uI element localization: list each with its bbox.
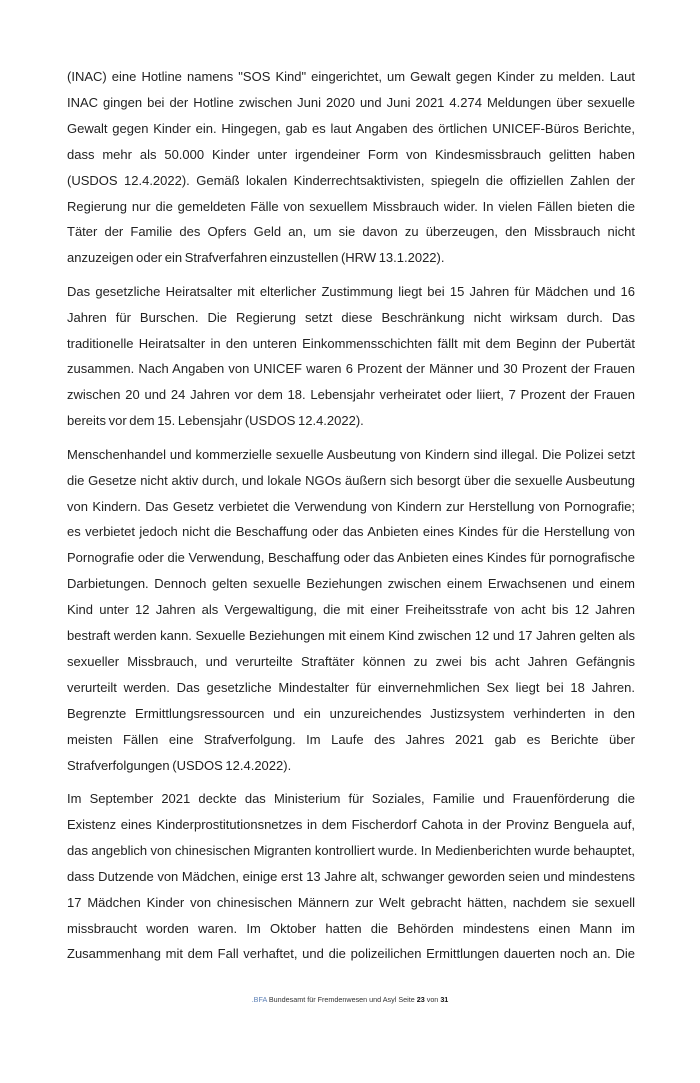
text-line: Regierung nur die gemeldeten Fälle von sexuellem Missbrauch wider. In vielen Fällen bieten die [67,198,635,214]
paragraph [67,64,635,271]
text-line: Im September 2021 deckte das Ministerium für Soziales, Familie und Frauenförderung die [67,790,635,806]
text-line: Darbietungen. Dennoch gelten sexuelle Beziehungen zwischen einem Erwachsenen und einem [67,576,635,592]
text-line: (INAC) eine Hotline namens "SOS Kind" eingerichtet, um Gewalt gegen Kinder zu melden. Laut [67,69,635,84]
text-line: Das gesetzliche Heiratsalter mit elterlicher Zustimmung liegt bei 15 Jahren für Mädchen und 16 [67,283,635,299]
footer-org: Bundesamt für Fremdenwesen und Asyl [268,994,397,1004]
text-line: INAC gingen bei der Hotline zwischen Juni 2020 und Juni 2021 4.274 Meldungen über sexuelle [67,94,635,110]
text-line: (USDOS 12.4.2022). Gemäß lokalen Kinderrechtsaktivisten, spiegeln die offiziellen Zahlen der [67,172,635,188]
text-line: die Gesetze nicht aktiv durch, und lokale NGOs äußern sich besorgt über die sexuelle Ausbeutung [67,472,635,488]
text-line: dass Dutzende von Mädchen, einige erst 13 Jahre alt, schwanger geworden seien und mindestens [67,868,635,884]
text-line: Gewalt gegen Kinder ein. Hingegen, gab es laut Angaben des örtlichen UNICEF-Büros Berichte, [67,120,635,136]
text-line: es verbietet jedoch nicht die Beschaffung oder das Anbieten eines Kindes für die Herstellung von [67,524,635,540]
footer-page-label: Seite [398,994,415,1004]
paragraph [67,442,635,779]
footer-page-total: 31 [440,994,449,1004]
text-line: Menschenhandel und kommerzielle sexuelle Ausbeutung von Kindern sind illegal. Die Polizei setzt [67,446,635,462]
text-line: verurteilt werden. Das gesetzliche Mindestalter für einvernehmlichen Sex liegt bei 18 Jahren. [67,679,635,695]
text-line: Kind unter 12 Jahren als Vergewaltigung, die mit einer Freiheitsstrafe von acht bis 12 Jahren [67,602,635,618]
footer-of-label: von [426,994,439,1004]
text-line: bereits vor dem 15. Lebensjahr (USDOS 12.4.2022). [67,413,364,429]
text-line: 17 Mädchen Kinder von chinesischen Männern zur Welt gebracht hätten, nachdem sie sexuell [67,894,635,910]
document-body [67,64,635,975]
text-line: Pornografie oder die Verwendung, Beschaffung oder das Anbieten eines Kindes für pornografische [67,550,635,566]
text-line: missbraucht worden waren. Im Oktober hatten die Behörden mindestens einen Mann im [67,920,635,936]
text-line: traditionelle Heiratsalter in den unteren Einkommensschichten fällt mit dem Beginn der Pubertät [67,335,635,351]
text-line: das angeblich von chinesischen Migranten kontrolliert wurde. In Medienberichten wurde behauptet, [67,842,635,858]
text-line: zwischen 20 und 24 Jahren vor dem 18. Lebensjahr verheiratet oder liiert, 7 Prozent der Frauen [67,387,635,403]
text-line: dass mehr als 50.000 Kinder unter irgendeiner Form von Kindesmissbrauch gelitten haben [67,146,635,162]
text-line: anzuzeigen oder ein Strafverfahren einzustellen (HRW 13.1.2022). [67,250,445,266]
text-line: meisten Fällen eine Strafverfolgung. Im Laufe des Jahres 2021 gab es Berichte über [67,731,635,747]
text-line: sexueller Missbrauch, und verurteilte Straftäter können zu zwei bis acht Jahren Gefängnis [67,653,635,669]
text-line: Jahren für Burschen. Die Regierung setzt diese Beschränkung nicht wirksam durch. Das [67,309,635,325]
page-footer [0,975,700,1083]
text-line: Begrenzte Ermittlungsressourcen und ein unzureichendes Justizsystem verhinderten in den [67,705,635,721]
text-line: von Kindern. Das Gesetz verbietet die Verwendung von Kindern zur Herstellung von Pornografie; [67,498,635,514]
text-line: Strafverfolgungen (USDOS 12.4.2022). [67,757,292,773]
paragraph [67,279,635,434]
text-line: Täter der Familie des Opfers Geld an, um sie davon zu überzeugen, den Missbrauch nicht [67,224,635,240]
footer-page-number: 23 [416,994,425,1004]
text-line: Existenz eines Kinderprostitutionsnetzes in dem Fischerdorf Cahota in der Provinz Benguela auf, [67,816,635,832]
bfa-logo-text: .BFA [251,994,267,1004]
text-line: zusammen. Nach Angaben von UNICEF waren 6 Prozent der Männer und 30 Prozent der Frauen [67,361,635,377]
text-line: bestraft werden kann. Sexuelle Beziehungen mit einem Kind zwischen 12 und 17 Jahren gelten als [67,628,635,644]
paragraph [67,786,635,967]
text-line: Zusammenhang mit dem Fall verhaftet, und die polizeilichen Ermittlungen dauerten noch an. Die [67,946,635,962]
